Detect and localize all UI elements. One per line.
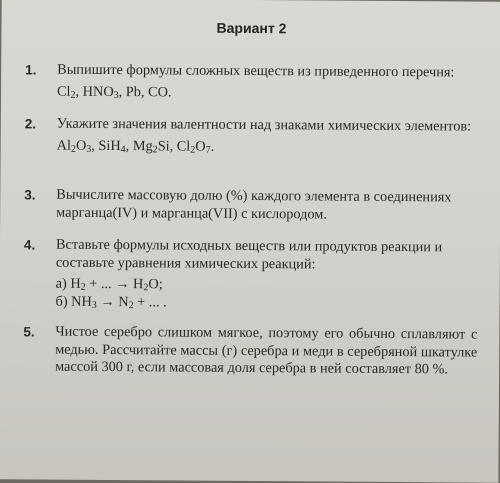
formula-subscript: 3 <box>86 143 92 155</box>
reaction-line-b <box>56 293 478 313</box>
task-text: Вставьте формулы исходных веществ или продуктов реакции и составьте уравнения химических реакций: <box>55 236 443 272</box>
task-text: Вычислите массовую долю (%) каждого элемента в соединениях марганца(IV) и марганца(VII) с кислородом. <box>56 186 452 223</box>
formula-text: Al <box>56 137 72 154</box>
task-formula <box>57 137 479 157</box>
formula-subscript: 4 <box>120 143 126 155</box>
formula-text: Si, Cl <box>157 137 191 155</box>
formula-text: O <box>195 138 206 155</box>
task-formula <box>57 83 479 103</box>
formula-subscript: 2 <box>143 282 149 294</box>
formula-subscript: 7 <box>205 144 211 156</box>
task-5 <box>23 323 477 379</box>
task-number: 2. <box>24 116 37 132</box>
task-1 <box>25 61 479 103</box>
task-text: Выпишите формулы сложных веществ из приведенного перечня: <box>57 61 455 81</box>
formula-text: б) NH <box>55 293 92 310</box>
formula-text: O <box>75 137 87 154</box>
formula-text: , SiH <box>91 137 121 154</box>
task-number: 3. <box>24 187 36 203</box>
task-4 <box>24 236 479 313</box>
task-text: Укажите значения валентности над знаками химических элементов: <box>56 115 472 135</box>
formula-subscript: 2 <box>70 89 76 101</box>
formula-subscript: 2 <box>152 143 158 155</box>
formula-subscript: 2 <box>70 143 76 155</box>
task-text: Чистое серебро слишком мягкое, поэтому его обычно сплавляют с медью. Рассчитайте массы (г) серебра и меди в серебряной шкатулке массой 300 г, если массовая доля серебра в ней составляет 80 %. <box>55 323 478 378</box>
formula-text: , Mg <box>125 137 153 154</box>
task-number: 4. <box>23 237 36 253</box>
task-number: 5. <box>23 324 35 340</box>
formula-text: Cl <box>56 83 71 100</box>
formula-text: , HNO <box>75 83 114 100</box>
task-3 <box>24 186 478 224</box>
formula-text: а) H <box>55 275 81 292</box>
formula-text: + ... . <box>133 293 167 310</box>
formula-subscript: 2 <box>80 281 86 293</box>
formula-subscript: 2 <box>128 299 134 311</box>
formula-text: → N <box>96 293 129 310</box>
task-number: 1. <box>25 62 37 78</box>
page-title: Вариант 2 <box>216 19 287 37</box>
formula-text: . <box>210 138 215 155</box>
formula-subscript: 3 <box>91 299 97 311</box>
formula-text: O; <box>148 276 163 293</box>
formula-text: , Pb, CO. <box>118 83 172 100</box>
task-2 <box>25 115 479 157</box>
formula-subscript: 2 <box>190 144 196 156</box>
formula-text: + ... → H <box>85 275 144 293</box>
formula-subscript: 3 <box>113 89 119 101</box>
